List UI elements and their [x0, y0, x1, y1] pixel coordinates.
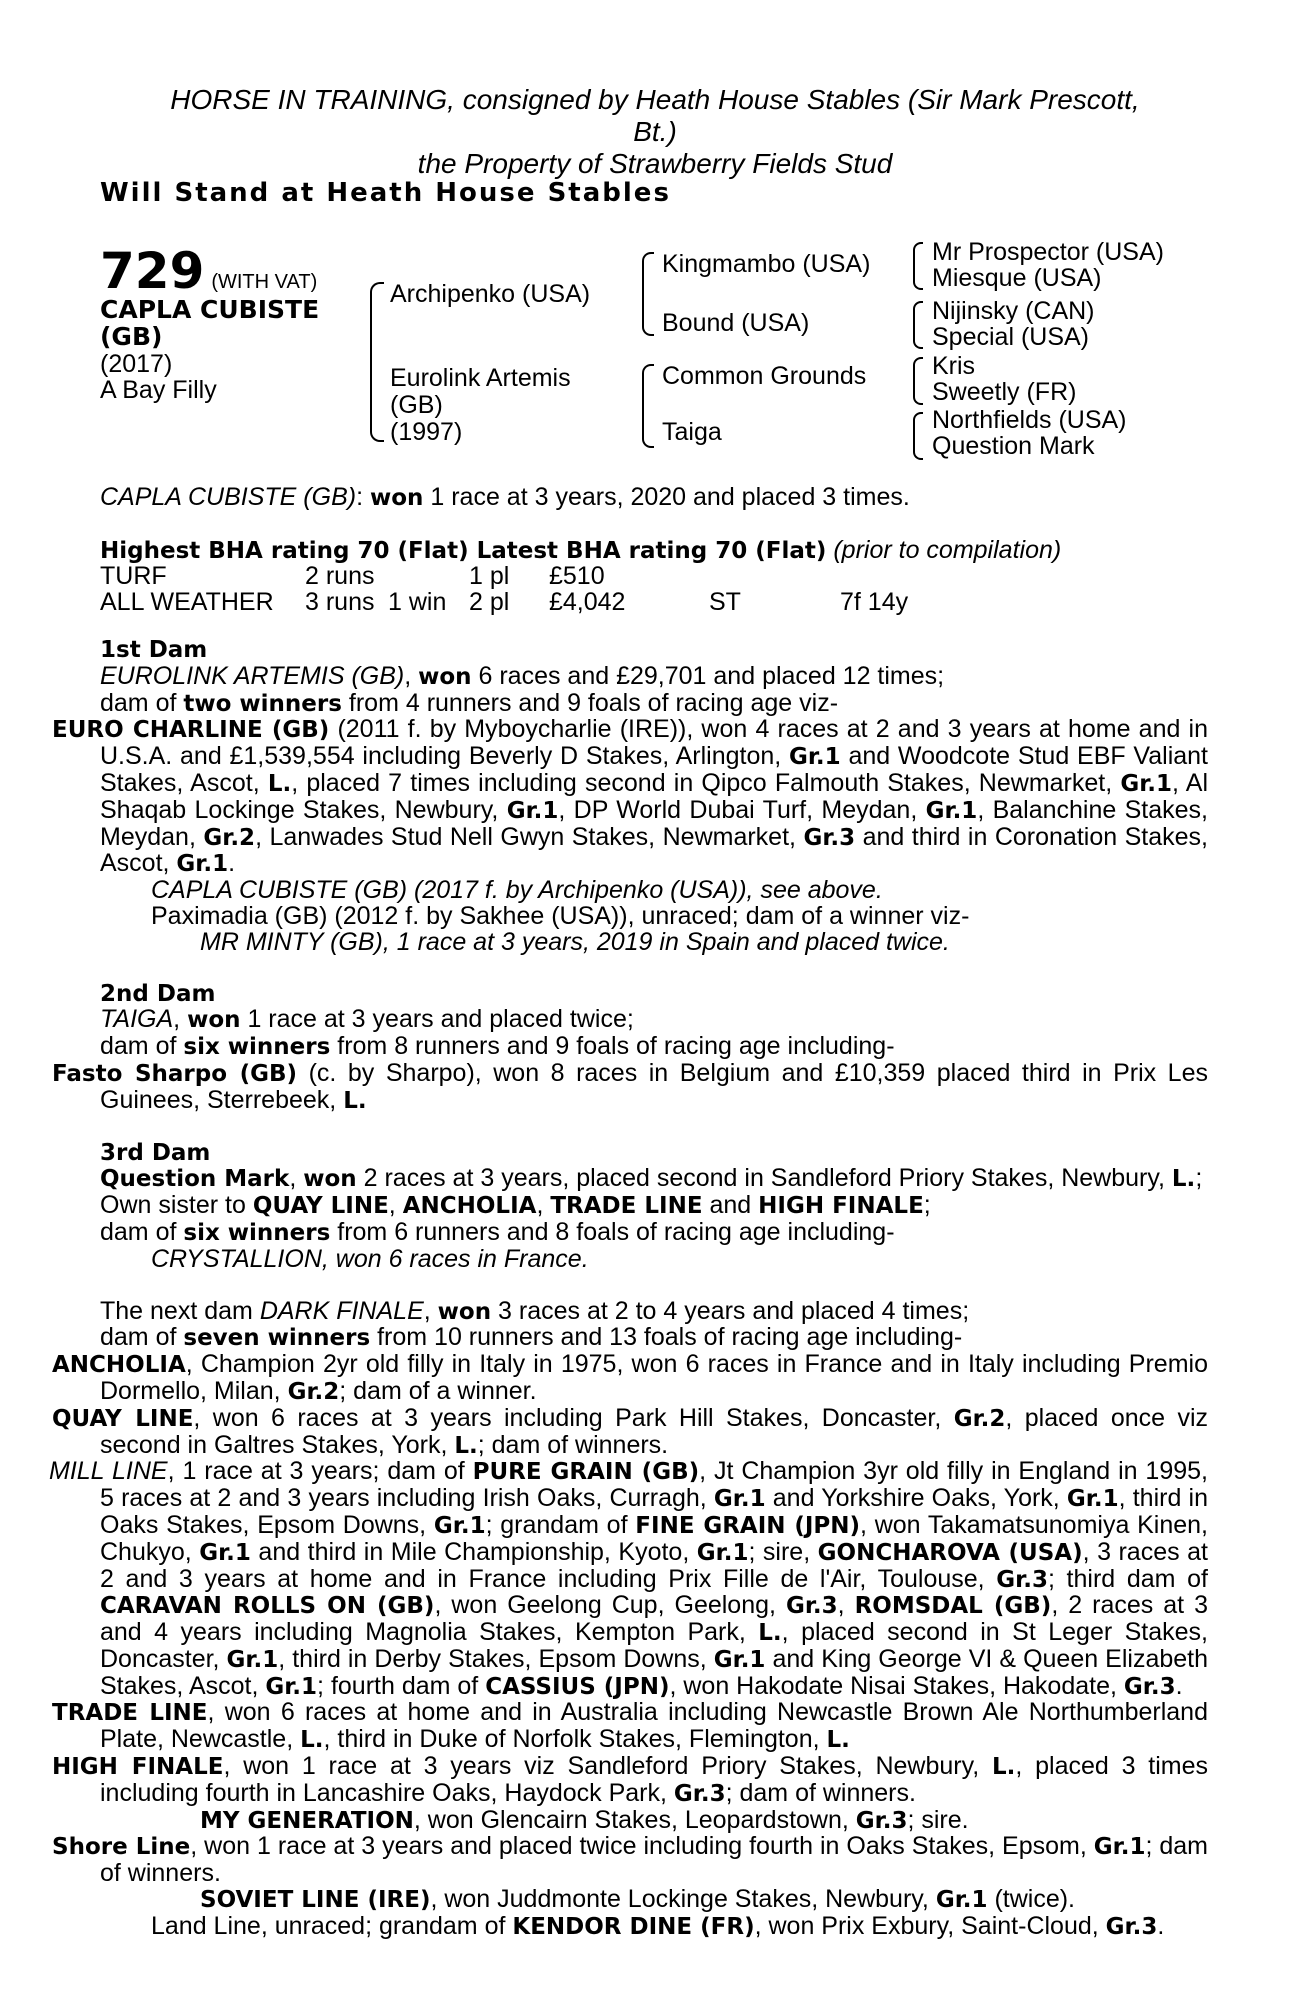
lot-number-line [100, 242, 318, 300]
my-generation-entry: MY GENERATION, won Glencairn Stakes, Leopardstown, Gr.3; sire. [200, 1805, 969, 1834]
brace-ds [913, 357, 923, 405]
first-dam-title: 1st Dam [100, 637, 208, 663]
horse-country: (GB) [100, 322, 163, 351]
turf-placed: 1 pl [469, 562, 510, 590]
land-line-entry: Land Line, unraced; grandam of KENDOR DINE (FR), won Prix Exbury, Saint-Cloud, Gr.3. [151, 1911, 1165, 1940]
capla-entry: CAPLA CUBISTE (GB) (2017 f. by Archipenko (USA)), see above. [151, 876, 883, 905]
next-dam-produce: dam of seven winners from 10 runners and 13 foals of racing age including- [100, 1323, 963, 1352]
trade-line-entry: TRADE LINE, won 6 races at home and in Australia including Newcastle Brown Ale Northumberland Plate, Newcastle, L., third in Duke of Norfolk Stakes, Flemington, L. [52, 1698, 1208, 1754]
first-dam-line: EUROLINK ARTEMIS (GB), won 6 races and £29,701 and placed 12 times; [100, 661, 945, 690]
brace-dd [913, 412, 923, 460]
mr-minty-entry: MR MINTY (GB), 1 race at 3 years, 2019 in Spain and placed twice. [200, 927, 950, 956]
sire-sire-sire: Mr Prospector (USA) [932, 238, 1164, 266]
brace-sd [913, 301, 923, 349]
dam-brace [642, 364, 654, 448]
aw-placed: 2 pl [469, 588, 510, 616]
aw-earnings: £4,042 [549, 588, 626, 616]
sire-dam: Bound (USA) [662, 309, 810, 337]
next-dam-line: The next dam DARK FINALE, won 3 races at 2 to 4 years and placed 4 times; [100, 1296, 970, 1325]
mill-line-entry: MILL LINE, 1 race at 3 years; dam of PURE GRAIN (GB), Jt Champion 3yr old filly in England in 1995, 5 races at 2 and 3 years including Irish Oaks, Curragh, Gr.1 and Yorkshire Oaks, York, Gr.1, third in Oaks Stakes, Epsom Downs, Gr.1; grandam of FINE GRAIN (JPN), won Takamatsunomiya Kinen, Chukyo, Gr.1 and third in Mile Championship, Kyoto, Gr.1; sire, GONCHAROVA (USA), 3 races at 2 and 3 years at home and in France including Prix Fille de l'Air, Toulouse, Gr.3; third dam of CARAVAN ROLLS ON (GB), won Geelong Cup, Geelong, Gr.3, ROMSDAL (GB), 2 races at 3 and 4 years including Magnolia Stakes, Kempton Park, L., placed second in St Leger Stakes, Doncaster, Gr.1, third in Derby Stakes, Epsom Downs, Gr.1 and King George VI & Queen Elizabeth Stakes, Ascot, Gr.1; fourth dam of CASSIUS (JPN), won Hakodate Nisai Stakes, Hakodate, Gr.3. [49, 1457, 1209, 1700]
quay-line-entry: QUAY LINE, won 6 races at 3 years including Park Hill Stakes, Doncaster, Gr.2, placed once viz second in Galtres Stakes, York, L.; dam of winners. [52, 1403, 1209, 1459]
lot-number: 729 [100, 242, 205, 300]
turf-earnings: £510 [549, 562, 605, 590]
sire-brace [642, 252, 654, 336]
dam-dam-dam: Question Mark [932, 432, 1095, 460]
soviet-line-entry: SOVIET LINE (IRE), won Juddmonte Lockinge Stakes, Newbury, Gr.1 (twice). [200, 1885, 1075, 1914]
sire-sire: Kingmambo (USA) [662, 250, 871, 278]
sire-dam-sire: Nijinsky (CAN) [932, 297, 1095, 325]
aw-distance: 7f 14y [840, 588, 909, 616]
dam-sire-sire: Kris [932, 352, 976, 380]
race-summary: CAPLA CUBISTE (GB): won 1 race at 3 years, 2020 and placed 3 times. [100, 483, 910, 511]
rating-line: Highest BHA rating 70 (Flat) Latest BHA rating 70 (Flat) (prior to compilation) [100, 536, 1062, 564]
sire-dam-dam: Special (USA) [932, 323, 1089, 351]
horse-description: A Bay Filly [100, 376, 217, 404]
horse-year: (2017) [100, 350, 173, 378]
aw-row-label: ALL WEATHER [100, 588, 274, 616]
third-dam-title: 3rd Dam [100, 1139, 211, 1166]
vat-note: (WITH VAT) [211, 271, 318, 293]
dam-dam-sire: Northfields (USA) [932, 406, 1127, 434]
aw-runs: 3 runs [305, 588, 375, 616]
third-dam-produce: dam of six winners from 6 runners and 8 foals of racing age including- [100, 1217, 895, 1246]
dam-sire: Common Grounds [662, 362, 867, 390]
horse-name: CAPLA CUBISTE [100, 295, 320, 324]
dam-dam: Taiga [662, 418, 722, 446]
stand-line: Will Stand at Heath House Stables [100, 178, 671, 208]
second-dam-line: TAIGA, won 1 race at 3 years and placed twice; [100, 1005, 634, 1034]
pedigree-brace [370, 282, 384, 442]
property-line: the Property of Strawberry Fields Stud [417, 148, 893, 179]
shore-line-entry: Shore Line, won 1 race at 3 years and placed twice including fourth in Oaks Stakes, Epsom, Gr.1; dam of winners. [52, 1832, 1209, 1888]
aw-surface: ST [709, 588, 741, 616]
dam-lines [49, 637, 1209, 1941]
consignor-line-2: Bt.) [633, 116, 677, 147]
turf-runs: 2 runs [305, 562, 375, 590]
second-dam-title: 2nd Dam [100, 980, 216, 1007]
crystallion-entry: CRYSTALLION, won 6 races in France. [151, 1244, 589, 1273]
fasto-sharpo-entry: Fasto Sharpo (GB) (c. by Sharpo), won 8 races in Belgium and £10,359 placed third in Prix Les Guinees, Sterrebeek, L. [52, 1058, 1208, 1114]
aw-wins: 1 win [388, 588, 447, 616]
high-finale-entry: HIGH FINALE, won 1 race at 3 years viz Sandleford Priory Stakes, Newbury, L., placed 3 times including fourth in Lancashire Oaks, Haydock Park, Gr.3; dam of winners. [52, 1752, 1208, 1807]
paximadia-entry: Paximadia (GB) (2012 f. by Sakhee (USA)), unraced; dam of a winner viz- [151, 901, 970, 930]
dam-year: (1997) [390, 418, 463, 446]
consignor-line-1: HORSE IN TRAINING, consigned by Heath House Stables (Sir Mark Prescott, [170, 84, 1140, 115]
second-dam-produce: dam of six winners from 8 runners and 9 foals of racing age including- [100, 1032, 895, 1061]
euro-charline-entry: EURO CHARLINE (GB) (2011 f. by Myboycharlie (IRE)), won 4 races at 2 and 3 years at home and in U.S.A. and £1,539,554 including Beverly D Stakes, Arlington, Gr.1 and Woodcote Stud EBF Valiant Stakes, Ascot, L., placed 7 times including second in Qipco Falmouth Stakes, Newmarket, Gr.1, Al Shaqab Lockinge Stakes, Newbury, Gr.1, DP World Dubai Turf, Meydan, Gr.1, Balanchine Stakes, Meydan, Gr.2, Lanwades Stud Nell Gwyn Stakes, Newmarket, Gr.3 and third in Coronation Stakes, Ascot, Gr.1. [52, 715, 1208, 878]
turf-row-label: TURF [100, 562, 167, 590]
dam: Eurolink Artemis [390, 364, 571, 392]
sire: Archipenko (USA) [390, 280, 591, 308]
first-dam-produce: dam of two winners from 4 runners and 9 foals of racing age viz- [100, 688, 839, 717]
brace-ss [913, 242, 923, 290]
sire-sire-dam: Miesque (USA) [932, 264, 1102, 292]
ancholia-entry: ANCHOLIA, Champion 2yr old filly in Italy in 1975, won 6 races in France and in Italy including Premio Dormello, Milan, Gr.2; dam of a winner. [52, 1350, 1208, 1405]
dam-sire-dam: Sweetly (FR) [932, 378, 1077, 406]
dam-country: (GB) [390, 391, 443, 419]
third-dam-line: Question Mark, won 2 races at 3 years, placed second in Sandleford Priory Stakes, Newbury, L.; Own sister to QUAY LINE, ANCHOLIA, TRADE LINE and HIGH FINALE; [100, 1164, 1203, 1220]
